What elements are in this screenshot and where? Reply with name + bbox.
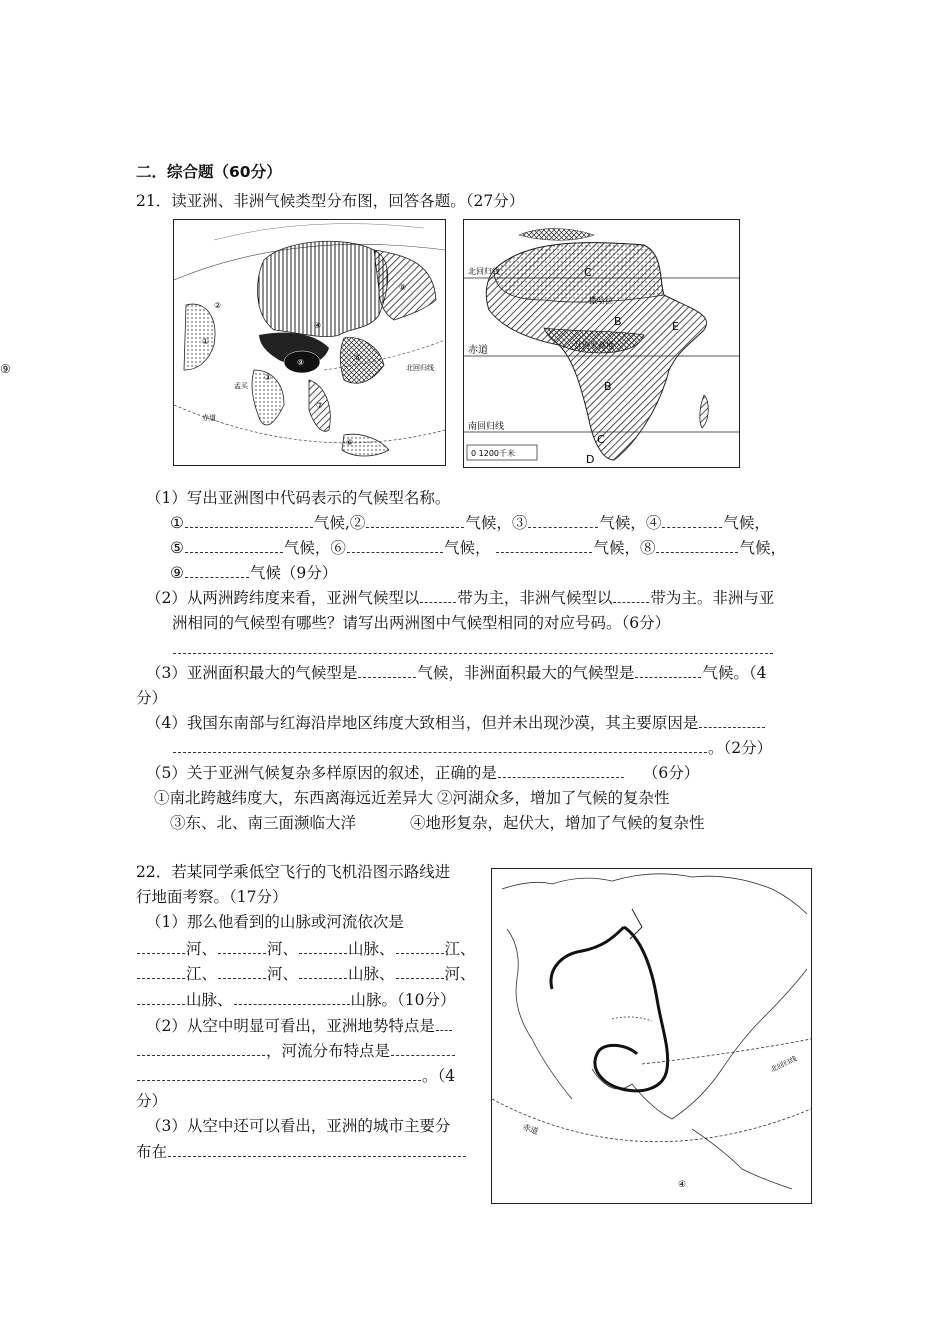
option-2: ②河湖众多，增加了气候的复杂性 <box>437 789 670 807</box>
q21-p3: （3）亚洲面积最大的气候型是 气候，非洲面积最大的气候型是 气候。（4 <box>146 664 767 682</box>
africa-equator-label: 赤道 <box>468 345 488 356</box>
answer-blank[interactable] <box>656 540 738 553</box>
africa-tropic-n-label: 北回归线 <box>468 267 500 276</box>
answer-blank[interactable] <box>528 515 598 528</box>
q22-p3: （3）从空中还可以看出，亚洲的城市主要分 <box>146 1117 451 1135</box>
answer-blank[interactable] <box>396 966 444 979</box>
answer-blank[interactable] <box>366 515 464 528</box>
answer-blank[interactable] <box>299 966 347 979</box>
q21-p5: （5）关于亚洲气候复杂多样原因的叙述，正确的是 （6分） <box>146 764 700 782</box>
answer-blank[interactable] <box>613 590 649 603</box>
asia-label-7: ⑦ <box>316 401 324 410</box>
answer-blank[interactable] <box>436 1018 452 1031</box>
answer-blank[interactable] <box>168 1144 466 1157</box>
route-label: ④ <box>678 1180 687 1190</box>
asia-tropic-label: 北回归线 <box>406 364 434 372</box>
q21-p2-line2: 洲相同的气候型有哪些？请写出两洲图中气候型相同的对应号码。（6分） <box>172 614 671 632</box>
q21-p1-row1: ① 气候,② 气候，③ 气候，④ 气候， <box>170 514 770 532</box>
africa-letter-c2: C <box>597 433 605 446</box>
q21-p4-line2: 。（2分） <box>172 736 772 758</box>
q22-r2: 江、 河、 山脉、 河、 <box>136 962 476 984</box>
answer-blank[interactable] <box>185 540 283 553</box>
q22-p2: （2）从空中明显可看出，亚洲地势特点是 <box>146 1014 453 1036</box>
answer-blank[interactable] <box>496 540 592 553</box>
africa-tropic-s-label: 南回归线 <box>468 422 505 432</box>
answer-blank[interactable] <box>391 1043 455 1056</box>
q21-p1-row2: ⑤ 气候，⑥ 气候， 气候，⑧ 气候， <box>170 539 786 557</box>
option-1: ①南北跨越纬度大，东西离海远近差异大 <box>154 789 434 807</box>
q22-p2-line3: 。（4 <box>136 1064 455 1086</box>
asia-label-1: ① <box>202 337 210 346</box>
option-3: ③东、北、南三面濒临大洋 <box>170 814 357 832</box>
q22-stem2: 行地面考察。（17分） <box>136 888 288 906</box>
answer-blank[interactable] <box>420 590 456 603</box>
q21-p2: （2）从两洲跨纬度来看，亚洲气候型以 带为主，非洲气候型以 带为主。非洲与亚 <box>146 589 775 607</box>
section-title: 二．综合题（60分） <box>136 163 282 181</box>
answer-blank[interactable] <box>137 992 185 1005</box>
answer-blank[interactable] <box>137 1068 421 1081</box>
answer-blank[interactable] <box>173 740 707 753</box>
answer-blank[interactable] <box>347 540 443 553</box>
africa-letter-e: E <box>672 320 679 333</box>
q22-r1: 河、 河、 山脉、 江、 <box>136 937 476 959</box>
answer-blank[interactable] <box>699 715 765 728</box>
q21-p1: （1）写出亚洲图中代码表示的气候型名称。 <box>146 489 451 507</box>
answer-blank[interactable] <box>185 565 249 578</box>
answer-blank[interactable] <box>396 941 444 954</box>
africa-region-label: 几内亚高地 <box>574 341 614 350</box>
asia-place-label: 孟买 <box>234 382 248 390</box>
answer-blank[interactable] <box>299 941 347 954</box>
q21-options-row1 <box>154 786 670 808</box>
answer-line[interactable] <box>173 641 773 654</box>
asia-label-2: ② <box>214 301 222 310</box>
africa-sahara-label: 撒哈拉 <box>589 296 613 305</box>
africa-climate-map <box>463 219 740 468</box>
answer-blank[interactable] <box>498 765 624 778</box>
answer-blank[interactable] <box>218 941 266 954</box>
asia-label-4: ④ <box>314 321 322 330</box>
q21-p3-tail: 分） <box>136 689 168 707</box>
africa-letter-b2: B <box>604 380 612 393</box>
route-equator-label: 赤道 <box>521 1122 540 1137</box>
answer-blank[interactable] <box>635 665 701 678</box>
answer-blank[interactable] <box>185 515 313 528</box>
route-tropic-label: 北回归线 <box>769 1054 799 1074</box>
asia-climate-map <box>173 219 446 466</box>
q21-stem: 21．读亚洲、非洲气候类型分布图，回答各题。（27分） <box>136 192 525 210</box>
answer-blank[interactable] <box>358 665 416 678</box>
answer-blank[interactable] <box>137 941 185 954</box>
flight-route-map <box>491 868 812 1204</box>
q22-r3: 山脉、 山脉。（10分） <box>136 988 456 1010</box>
q22-p2-tail: 分） <box>136 1092 168 1110</box>
africa-letter-d: D <box>586 453 595 466</box>
q22-p2-line2: ，河流分布特点是 <box>136 1039 456 1061</box>
africa-letter-b1: B <box>614 315 622 328</box>
q21-options-row2 <box>170 811 705 833</box>
asia-label-9: ⑨ <box>297 358 305 367</box>
asia-label-3: ③ <box>264 373 272 382</box>
answer-blank[interactable] <box>137 1043 265 1056</box>
asia-label-6: ⑥ <box>346 438 354 447</box>
q22-p3-line2: 布在 <box>136 1140 467 1162</box>
q22-p1: （1）那么他看到的山脉或河流依次是 <box>146 913 404 931</box>
answer-blank[interactable] <box>662 515 722 528</box>
answer-blank[interactable] <box>234 992 350 1005</box>
asia-equator-label: 赤道 <box>202 414 216 422</box>
asia-label-8: ⑧ <box>399 283 407 292</box>
answer-blank[interactable] <box>137 966 185 979</box>
africa-scale: 0 1200千米 <box>471 449 515 458</box>
q21-p4: （4）我国东南部与红海沿岸地区纬度大致相当，但并未出现沙漠，其主要原因是 <box>146 711 766 733</box>
q22-stem1: 22．若某同学乘低空飞行的飞机沿图示路线进 <box>136 863 451 881</box>
asia-label-5: ⑤ <box>354 353 362 362</box>
answer-blank[interactable] <box>218 966 266 979</box>
side-marker: ⑨ <box>0 362 11 376</box>
africa-letter-c1: C <box>584 266 592 279</box>
option-4: ④地形复杂，起伏大，增加了气候的复杂性 <box>410 814 705 832</box>
q21-p1-row3: ⑨ 气候（9分） <box>170 564 338 582</box>
